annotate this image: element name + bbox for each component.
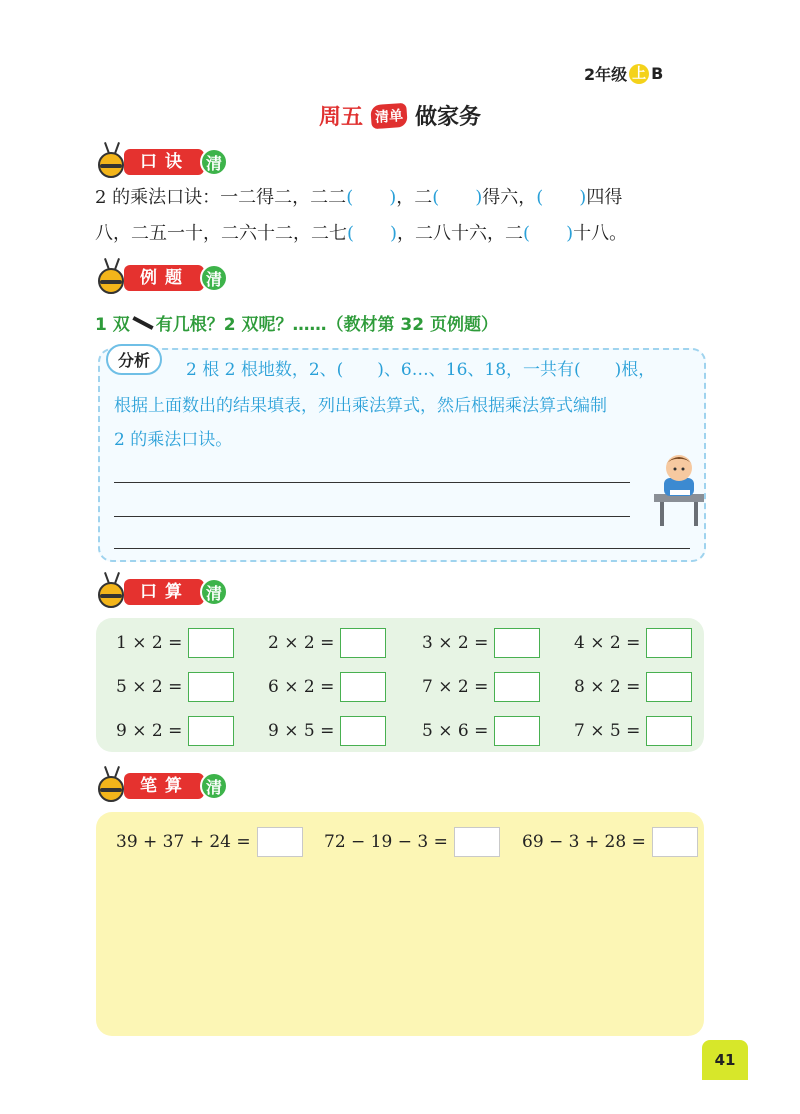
oral-item	[116, 626, 234, 660]
answer-box[interactable]	[188, 672, 234, 702]
qing-badge: 清	[200, 148, 228, 176]
written-calculation-box	[96, 812, 704, 1036]
answer-box[interactable]	[652, 827, 698, 857]
oral-row	[96, 670, 704, 704]
written-item	[522, 826, 698, 858]
section-kousuan	[94, 572, 228, 612]
oral-item	[268, 714, 386, 748]
bee-icon	[94, 258, 130, 298]
equation: 5 × 2 =	[116, 677, 183, 697]
analysis-box	[98, 348, 706, 562]
text: 得六，	[482, 187, 537, 208]
equation: 2 × 2 =	[268, 633, 335, 653]
title-stamp: 清单	[370, 102, 408, 128]
oral-item	[268, 670, 386, 704]
text: 有几根？2 双呢？……（教材第 32 页例题）	[155, 315, 498, 335]
bee-icon	[94, 766, 130, 806]
text: ，二八十六，二	[397, 223, 524, 244]
oral-item	[574, 626, 692, 660]
writing-line[interactable]	[114, 482, 630, 483]
answer-box[interactable]	[340, 672, 386, 702]
koujue-line-2	[95, 222, 627, 246]
bee-icon	[94, 142, 130, 182]
oral-item	[422, 626, 540, 660]
section-bisuan	[94, 766, 228, 806]
equation: 7 × 2 =	[422, 677, 489, 697]
text: 2 的乘法口诀：一二得二，二二	[95, 187, 347, 208]
blank[interactable]: ( )	[523, 223, 574, 244]
equation: 9 × 5 =	[268, 721, 335, 741]
analysis-line-1	[186, 358, 655, 382]
written-item	[116, 826, 303, 858]
text: ，二	[396, 187, 433, 208]
chopstick-icon	[132, 316, 153, 330]
answer-box[interactable]	[454, 827, 500, 857]
text: 根，	[621, 360, 656, 380]
equation: 9 × 2 =	[116, 721, 183, 741]
text: 2 根 2 根地数，2、	[186, 360, 337, 380]
oral-calculation-box	[96, 618, 704, 752]
text: 、6…、16、18，一共有	[383, 360, 575, 380]
answer-box[interactable]	[494, 716, 540, 746]
answer-box[interactable]	[646, 628, 692, 658]
section-bisuan-label: 笔算	[124, 773, 204, 799]
oral-item	[268, 626, 386, 660]
equation: 69 − 3 + 28 =	[522, 832, 646, 852]
answer-box[interactable]	[646, 672, 692, 702]
equation: 6 × 2 =	[268, 677, 335, 697]
oral-item	[116, 670, 234, 704]
grade-suffix: B	[651, 64, 664, 83]
blank[interactable]: ( )	[574, 360, 622, 380]
page-number: 41	[702, 1040, 748, 1080]
section-liti-label: 例题	[124, 265, 204, 291]
oral-row	[96, 714, 704, 748]
equation: 1 × 2 =	[116, 633, 183, 653]
blank[interactable]: ( )	[347, 223, 398, 244]
example-question	[95, 310, 498, 335]
equation: 4 × 2 =	[574, 633, 641, 653]
qing-badge: 清	[200, 772, 228, 800]
equation: 72 − 19 − 3 =	[324, 832, 448, 852]
grade-label	[584, 62, 663, 85]
bee-icon	[94, 572, 130, 612]
answer-box[interactable]	[646, 716, 692, 746]
answer-box[interactable]	[494, 628, 540, 658]
grade-ball: 上	[629, 64, 649, 84]
blank[interactable]: ( )	[346, 187, 397, 208]
answer-box[interactable]	[257, 827, 303, 857]
equation: 3 × 2 =	[422, 633, 489, 653]
oral-item	[574, 714, 692, 748]
text: 四得	[586, 187, 623, 208]
page-title	[0, 100, 800, 131]
text: 1 双	[95, 315, 130, 335]
answer-box[interactable]	[340, 716, 386, 746]
written-item	[324, 826, 500, 858]
section-koujue-label: 口诀	[124, 149, 204, 175]
answer-box[interactable]	[340, 628, 386, 658]
oral-item	[574, 670, 692, 704]
text: 八，二五一十，二六十二，二七	[95, 223, 347, 244]
blank[interactable]: ( )	[536, 187, 587, 208]
answer-box[interactable]	[188, 716, 234, 746]
oral-row	[96, 626, 704, 660]
writing-line[interactable]	[114, 548, 690, 549]
section-kousuan-label: 口算	[124, 579, 204, 605]
equation: 7 × 5 =	[574, 721, 641, 741]
title-day: 周五	[318, 105, 363, 130]
koujue-line-1	[95, 186, 622, 210]
answer-box[interactable]	[188, 628, 234, 658]
analysis-label: 分析	[106, 344, 162, 375]
blank[interactable]: ( )	[336, 360, 384, 380]
analysis-line-2: 根据上面数出的结果填表，列出乘法算式，然后根据乘法算式编制	[114, 396, 607, 416]
equation: 5 × 6 =	[422, 721, 489, 741]
oral-item	[422, 714, 540, 748]
blank[interactable]: ( )	[432, 187, 483, 208]
answer-box[interactable]	[494, 672, 540, 702]
boy-at-desk-illustration	[650, 450, 708, 528]
section-koujue	[94, 142, 228, 182]
writing-line[interactable]	[114, 516, 630, 517]
oral-item	[422, 670, 540, 704]
oral-item	[116, 714, 234, 748]
grade-prefix: 2年级	[584, 65, 628, 84]
section-liti	[94, 258, 228, 298]
title-subject: 做家务	[415, 105, 482, 130]
text: 十八。	[573, 223, 628, 244]
qing-badge: 清	[200, 264, 228, 292]
equation: 39 + 37 + 24 =	[116, 832, 251, 852]
equation: 8 × 2 =	[574, 677, 641, 697]
qing-badge: 清	[200, 578, 228, 606]
analysis-line-3: 2 的乘法口诀。	[114, 430, 233, 450]
